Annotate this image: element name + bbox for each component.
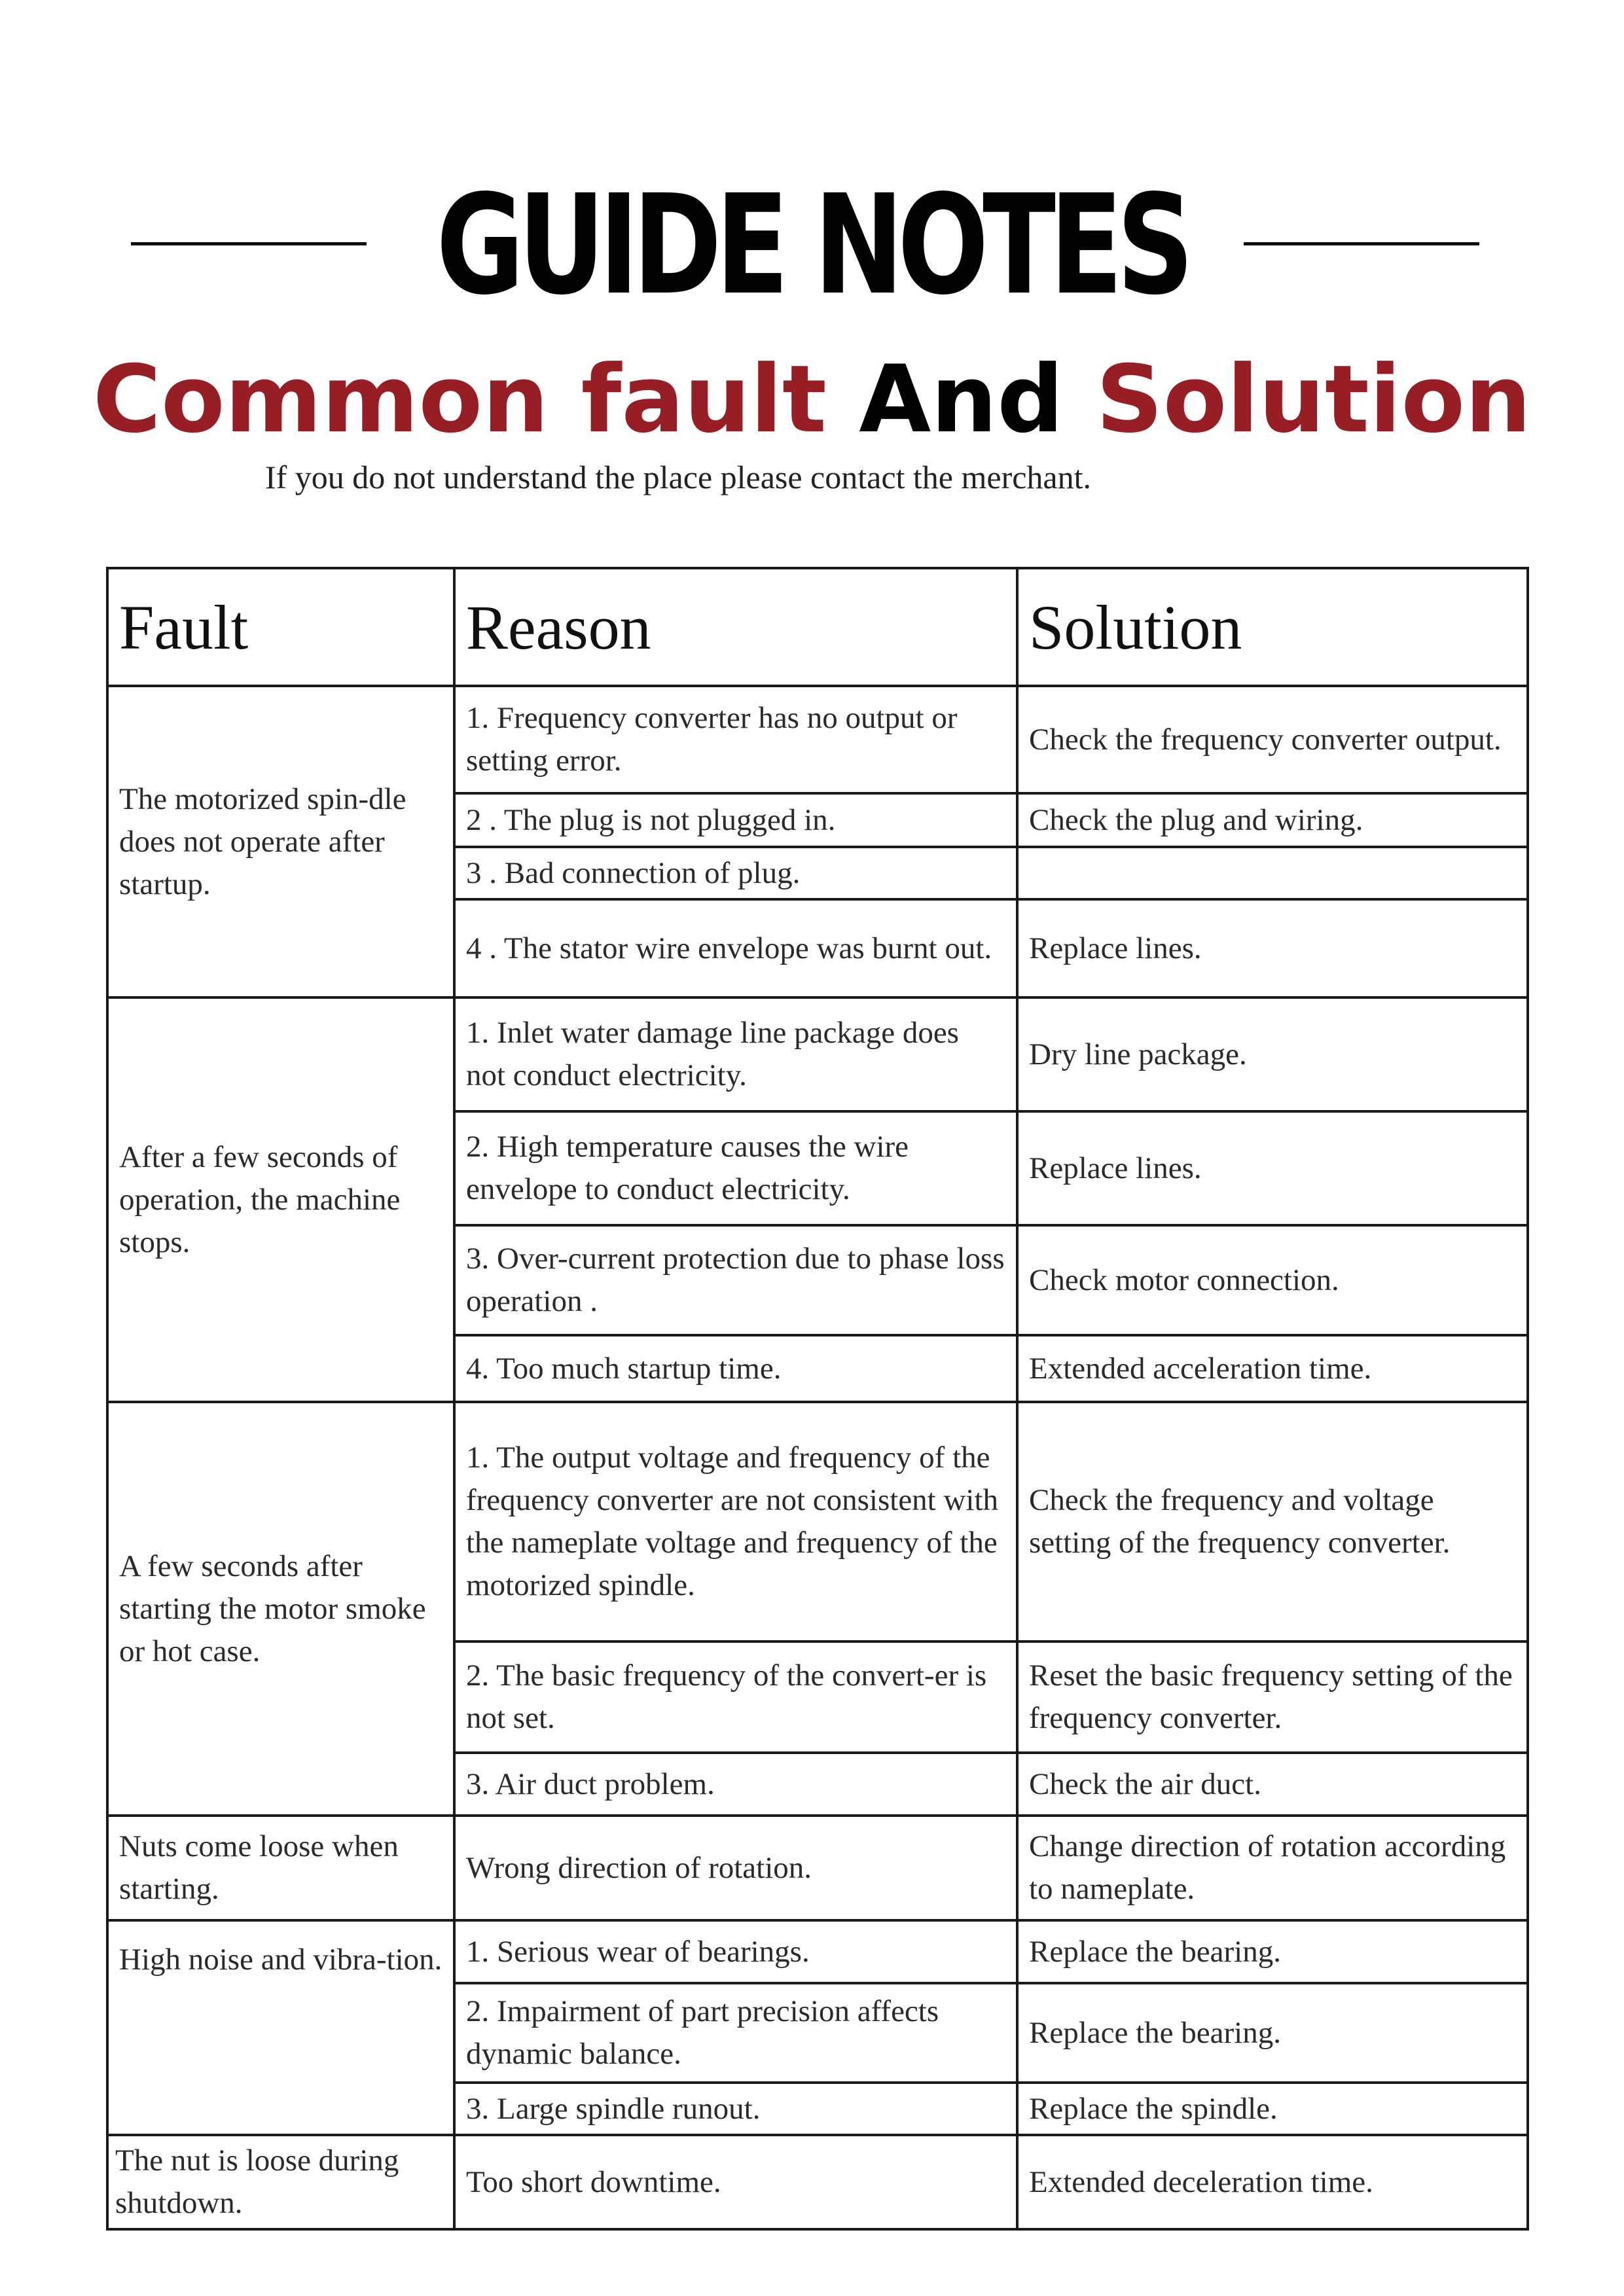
solution-cell: Replace the spindle. (1017, 2083, 1528, 2135)
solution-cell: Check the plug and wiring. (1017, 793, 1528, 847)
solution-cell: Replace the bearing. (1017, 1983, 1528, 2083)
fault-cell: The nut is loose during shutdown. (107, 2135, 454, 2229)
reason-cell: 3. Over-current protection due to phase loss operation . (454, 1225, 1017, 1335)
reason-cell: 3. Large spindle runout. (454, 2083, 1017, 2135)
solution-cell: Extended acceleration time. (1017, 1335, 1528, 1402)
table-row (107, 997, 1528, 1111)
reason-cell: 2. Impairment of part precision affects dynamic balance. (454, 1983, 1017, 2083)
fault-cell: After a few seconds of operation, the machine stops. (107, 997, 454, 1402)
fault-cell: A few seconds after starting the motor smoke or hot case. (107, 1402, 454, 1816)
reason-cell: Wrong direction of rotation. (454, 1816, 1017, 1920)
reason-cell: Too short downtime. (454, 2135, 1017, 2229)
solution-cell: Replace lines. (1017, 1111, 1528, 1225)
subtitle-and: And (859, 346, 1064, 454)
solution-cell: Check the air duct. (1017, 1753, 1528, 1816)
contact-note: If you do not understand the place please contact the merchant. (265, 459, 1092, 495)
subtitle-common-fault: Common fault (92, 346, 827, 454)
fault-cell: Nuts come loose when starting. (107, 1816, 454, 1920)
reason-cell: 2 . The plug is not plugged in. (454, 793, 1017, 847)
reason-cell: 4. Too much startup time. (454, 1335, 1017, 1402)
solution-cell: Check motor connection. (1017, 1225, 1528, 1335)
title-rule-right (1244, 242, 1479, 245)
page-title: GUIDE NOTES (436, 165, 1188, 325)
subtitle (0, 346, 1624, 454)
reason-cell: 3 . Bad connection of plug. (454, 847, 1017, 899)
solution-cell: Extended deceleration time. (1017, 2135, 1528, 2229)
subtitle-solution: Solution (1096, 346, 1532, 454)
solution-cell: Dry line package. (1017, 997, 1528, 1111)
table-row (107, 1816, 1528, 1920)
reason-cell: 4 . The stator wire envelope was burnt out. (454, 899, 1017, 997)
reason-cell: 1. The output voltage and frequency of the frequency converter are not consistent with the nameplate voltage and frequency of the motorized spindle. (454, 1402, 1017, 1641)
header-fault: Fault (107, 568, 454, 686)
table-row (107, 1920, 1528, 1983)
solution-cell: Check the frequency converter output. (1017, 686, 1528, 793)
solution-cell: Replace lines. (1017, 899, 1528, 997)
table-row (107, 686, 1528, 793)
reason-cell: 2. High temperature causes the wire envelope to conduct electricity. (454, 1111, 1017, 1225)
reason-cell: 1. Frequency converter has no output or setting error. (454, 686, 1017, 793)
table-row (107, 2135, 1528, 2229)
solution-cell: Check the frequency and voltage setting of the frequency converter. (1017, 1402, 1528, 1641)
table-header-row (107, 568, 1528, 686)
header-reason: Reason (454, 568, 1017, 686)
fault-cell: High noise and vibra-tion. (107, 1920, 454, 2135)
fault-cell: The motorized spin-dle does not operate after startup. (107, 686, 454, 997)
reason-cell: 2. The basic frequency of the convert-er is not set. (454, 1641, 1017, 1753)
solution-cell (1017, 847, 1528, 899)
header-solution: Solution (1017, 568, 1528, 686)
solution-cell: Change direction of rotation according to nameplate. (1017, 1816, 1528, 1920)
reason-cell: 3. Air duct problem. (454, 1753, 1017, 1816)
reason-cell: 1. Serious wear of bearings. (454, 1920, 1017, 1983)
solution-cell: Reset the basic frequency setting of the frequency converter. (1017, 1641, 1528, 1753)
table-row (107, 1402, 1528, 1641)
solution-cell: Replace the bearing. (1017, 1920, 1528, 1983)
reason-cell: 1. Inlet water damage line package does not conduct electricity. (454, 997, 1017, 1111)
fault-table (106, 567, 1529, 2231)
